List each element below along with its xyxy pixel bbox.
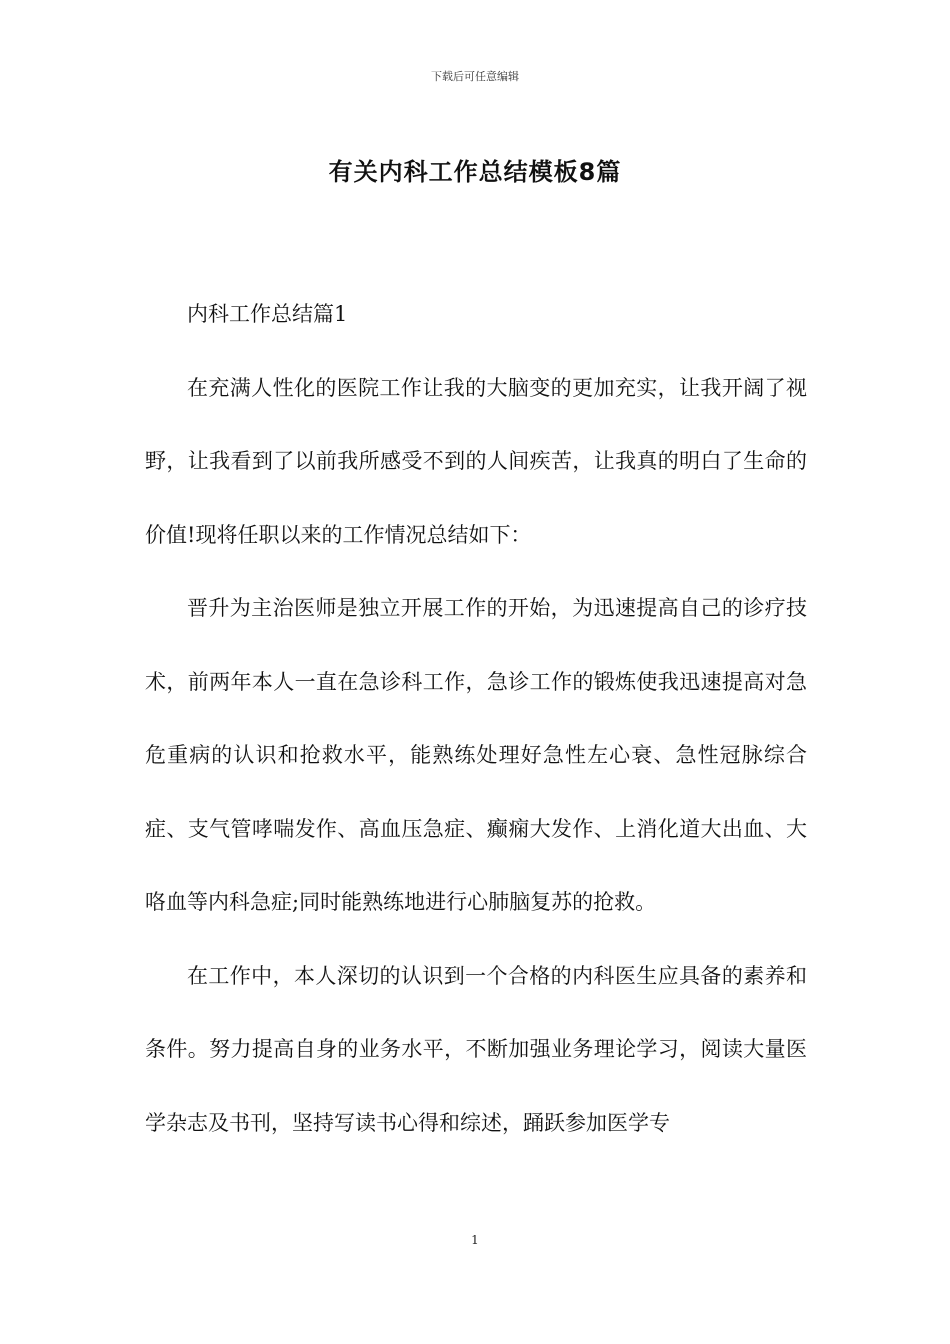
document-title: 有关内科工作总结模板8篇: [328, 158, 622, 186]
paragraph-1: 在充满人性化的医院工作让我的大脑变的更加充实，让我开阔了视野，让我看到了以前我所感受不到的人间疾苦，让我真的明白了生命的价值!现将任职以来的工作情况总结如下：: [145, 375, 807, 547]
page-number: 1: [471, 1233, 479, 1247]
document-body: [145, 278, 807, 1160]
paragraph-2: 晋升为主治医师是独立开展工作的开始，为迅速提高自己的诊疗技术，前两年本人一直在急诊科工作，急诊工作的锻炼使我迅速提高对急危重病的认识和抢救水平，能熟练处理好急性左心衰、急性冠脉综合症、支气管哮喘发作、高血压急症、癫痫大发作、上消化道大出血、大咯血等内科急症;同时能熟练地进行心肺脑复苏的抢救。: [145, 596, 807, 914]
header-note: 下载后可任意编辑: [431, 70, 519, 83]
paragraph-3: 在工作中，本人深切的认识到一个合格的内科医生应具备的素养和条件。努力提高自身的业务水平，不断加强业务理论学习，阅读大量医学杂志及书刊，坚持写读书心得和综述，踊跃参加医学专: [145, 963, 807, 1135]
section-heading: 内科工作总结篇1: [187, 302, 348, 326]
